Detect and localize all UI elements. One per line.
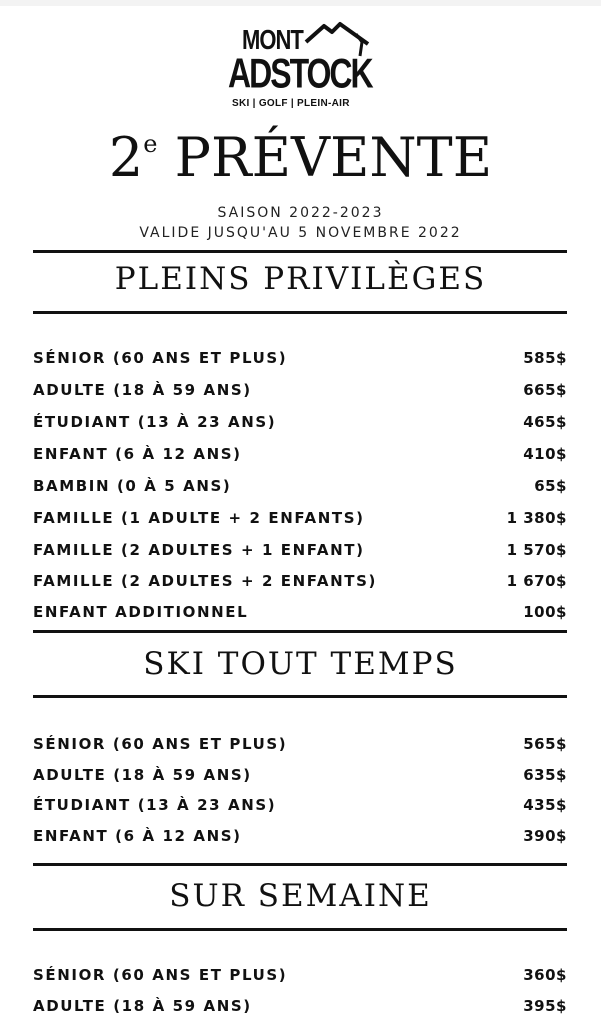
row-label: SÉNIOR (60 ANS ET PLUS): [33, 966, 288, 984]
price-row: [33, 731, 567, 757]
row-price: 390$: [523, 827, 567, 845]
section-divider: [33, 863, 567, 866]
row-price: 585$: [523, 349, 567, 367]
price-row: [33, 993, 567, 1019]
price-row: [33, 377, 567, 403]
section-divider: [33, 928, 567, 931]
price-row: [33, 409, 567, 435]
price-row: [33, 823, 567, 849]
page-title: [0, 128, 601, 198]
section-title-ski-tout-temps: SKI TOUT TEMPS: [143, 646, 458, 682]
row-price: 1 570$: [506, 541, 567, 559]
price-row: [33, 762, 567, 788]
section-divider: [33, 695, 567, 698]
price-row: [33, 537, 567, 563]
top-edge: [0, 0, 601, 6]
validity-text: VALIDE JUSQU'AU 5 NOVEMBRE 2022: [139, 225, 462, 241]
price-row: [33, 505, 567, 531]
row-label: FAMILLE (2 ADULTES + 2 ENFANTS): [33, 572, 377, 590]
row-label: SÉNIOR (60 ANS ET PLUS): [33, 735, 288, 753]
logo-tagline: SKI | GOLF | PLEIN-AIR: [232, 98, 350, 109]
row-price: 565$: [523, 735, 567, 753]
title-word: PRÉVENTE: [174, 126, 493, 189]
row-price: 635$: [523, 766, 567, 784]
price-row: [33, 962, 567, 988]
row-price: 435$: [523, 796, 567, 814]
logo-line-1: MONT: [242, 24, 303, 56]
title-number: 2: [108, 126, 144, 189]
row-label: FAMILLE (1 ADULTE + 2 ENFANTS): [33, 509, 365, 527]
row-label: ÉTUDIANT (13 À 23 ANS): [33, 413, 277, 431]
section-divider: [33, 630, 567, 633]
row-label: SÉNIOR (60 ANS ET PLUS): [33, 349, 288, 367]
row-label: FAMILLE (2 ADULTES + 1 ENFANT): [33, 541, 365, 559]
row-price: 1 670$: [506, 572, 567, 590]
row-label: ENFANT ADDITIONNEL: [33, 603, 249, 621]
row-label: ADULTE (18 À 59 ANS): [33, 766, 252, 784]
row-price: 395$: [523, 997, 567, 1015]
price-row: [33, 345, 567, 371]
section-title-sur-semaine: SUR SEMAINE: [169, 878, 432, 914]
section-divider: [33, 311, 567, 314]
price-row: [33, 441, 567, 467]
price-row: [33, 599, 567, 625]
row-label: ADULTE (18 À 59 ANS): [33, 997, 252, 1015]
row-price: 410$: [523, 445, 567, 463]
row-price: 665$: [523, 381, 567, 399]
row-label: BAMBIN (0 À 5 ANS): [33, 477, 232, 495]
mont-adstock-logo: [228, 20, 378, 120]
section-title-pleins-privileges: PLEINS PRIVILÈGES: [114, 261, 487, 297]
price-row: [33, 568, 567, 594]
row-label: ENFANT (6 À 12 ANS): [33, 445, 242, 463]
season-text: SAISON 2022-2023: [217, 205, 384, 221]
row-price: 360$: [523, 966, 567, 984]
row-price: 100$: [523, 603, 567, 621]
price-row: [33, 473, 567, 499]
price-row: [33, 792, 567, 818]
row-price: 65$: [534, 477, 567, 495]
row-label: ÉTUDIANT (13 À 23 ANS): [33, 796, 277, 814]
section-divider: [33, 250, 567, 253]
logo-line-2: ADSTOCK: [228, 50, 372, 97]
row-price: 465$: [523, 413, 567, 431]
row-label: ADULTE (18 À 59 ANS): [33, 381, 252, 399]
row-price: 1 380$: [506, 509, 567, 527]
row-label: ENFANT (6 À 12 ANS): [33, 827, 242, 845]
title-superscript: e: [143, 130, 158, 158]
